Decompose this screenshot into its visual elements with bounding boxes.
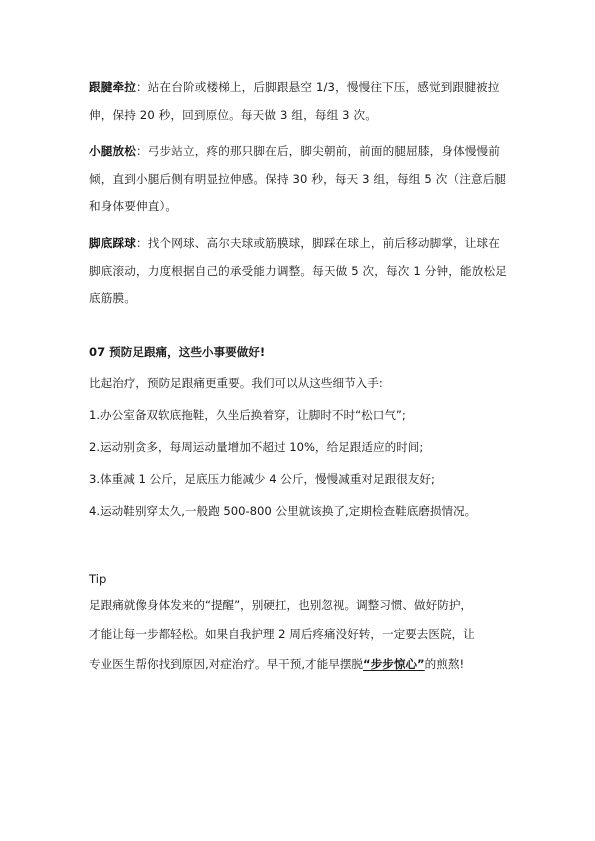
tip-line-3-end: 的煎熬! bbox=[424, 657, 465, 671]
sole-roll-title: 脚底踩球 bbox=[89, 236, 136, 250]
tip-line-1: 足跟痛就像身体发来的“提醒”，别硬扛，也别忽视。调整习惯、做好防护， bbox=[89, 598, 473, 612]
prevention-item-4: 4.运动鞋别穿太久,一般跑 500-800 公里就该换了,定期检查鞋底磨损情况。 bbox=[89, 504, 477, 518]
sole-roll-body: ：找个网球、高尔夫球或筋膜球，脚踩在球上，前后移动脚掌，让球在脚底滚动，力度根据自己的承受能力调整。每天做 5 次，每次 1 分钟，能放松足底筋膜。 bbox=[89, 236, 507, 305]
calf-relax-title: 小腿放松 bbox=[89, 144, 136, 158]
paragraph-heel-stretch bbox=[89, 74, 509, 129]
tip-title: Tip bbox=[89, 572, 107, 586]
tip-line-3-text: 专业医生帮你找到原因,对症治疗。早干预,才能早摆脱 bbox=[89, 657, 364, 671]
paragraph-calf-relax bbox=[89, 138, 509, 221]
prevention-item-2: 2.运动别贪多，每周运动量增加不超过 10%，给足跟适应的时间; bbox=[89, 440, 424, 454]
calf-relax-body: ：弓步站立，疼的那只脚在后，脚尖朝前，前面的腿屈膝，身体慢慢前倾，直到小腿后侧有明显拉伸感。保持 30 秒，每天 3 组，每组 5 次（注意后腿和身体要伸直）。 bbox=[89, 144, 507, 213]
heel-stretch-body: ：站在台阶或楼梯上，后脚跟悬空 1/3，慢慢往下压，感觉到跟腱被拉伸，保持 20 秒，回到原位。每天做 3 组，每组 3 次。 bbox=[89, 80, 500, 122]
tip-emphasis: “步步惊心” bbox=[363, 657, 425, 671]
prevention-intro: 比起治疗，预防足跟痛更重要。我们可以从这些细节入手: bbox=[89, 376, 383, 390]
paragraph-sole-roll bbox=[89, 230, 509, 313]
section-heading-prevention: 07 预防足跟痛，这些小事要做好! bbox=[89, 345, 266, 359]
prevention-item-1: 1.办公室备双软底拖鞋，久坐后换着穿，让脚时不时“松口气”; bbox=[89, 408, 406, 422]
heel-stretch-title: 跟腱牵拉 bbox=[89, 80, 136, 94]
tip-line-2: 才能让每一步都轻松。如果自我护理 2 周后疼痛没好转，一定要去医院，让 bbox=[89, 627, 475, 641]
tip-line-3 bbox=[89, 654, 464, 674]
prevention-item-3: 3.体重减 1 公斤，足底压力能减少 4 公斤，慢慢减重对足跟很友好; bbox=[89, 472, 435, 486]
